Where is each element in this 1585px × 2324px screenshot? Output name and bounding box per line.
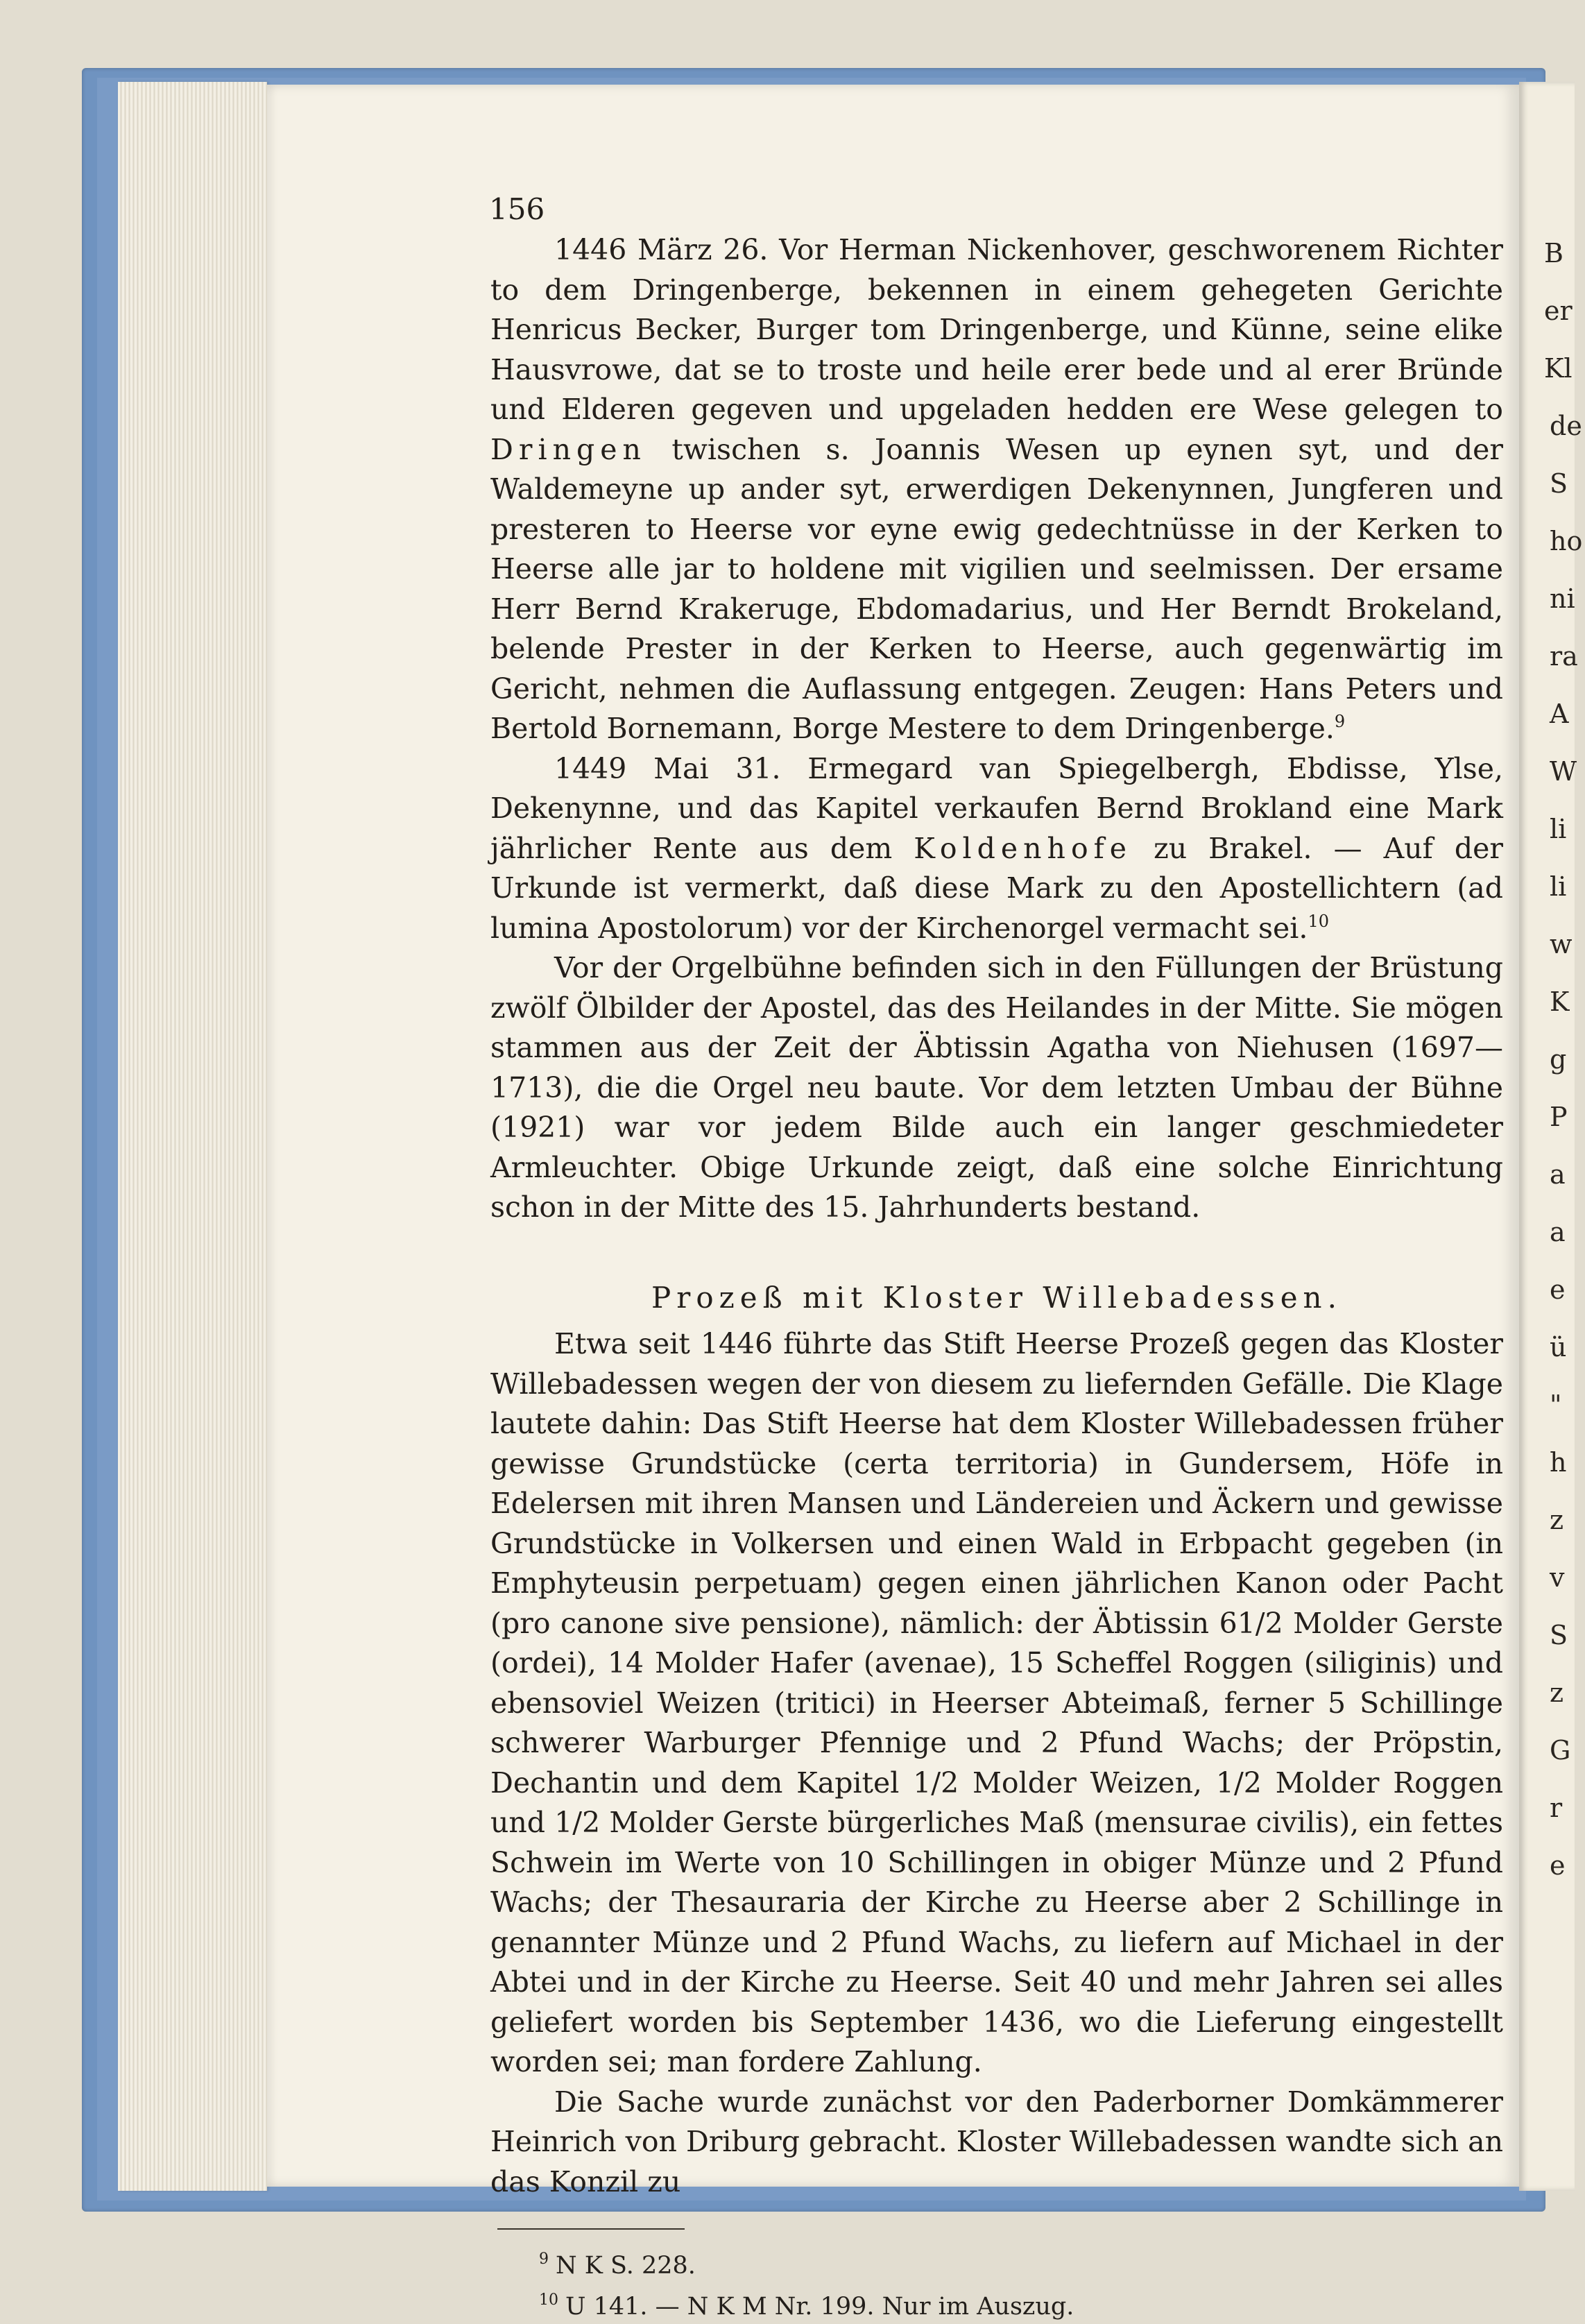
footnote-divider	[497, 2228, 685, 2230]
section-heading: Prozeß mit Kloster Willebadessen.	[651, 1280, 1342, 1315]
fraction: 1/2	[1215, 1766, 1262, 1800]
next-page-fragment: a	[1550, 1159, 1566, 1190]
spaced-place-name: Dringen	[490, 432, 646, 466]
next-page-fragment: er	[1544, 296, 1573, 326]
next-page-edge	[1519, 82, 1583, 2191]
footnote-text: U 141. — N K M Nr. 199. Nur im Auszug.	[565, 2293, 1074, 2321]
spaced-place-name: Koldenhofe	[914, 831, 1133, 865]
next-page-fragment: K	[1550, 986, 1570, 1017]
paragraph-orgel: Vor der Orgelbühne befinden sich in den Füllungen der Brüstung zwölf Ölbilder der Apostel, das des Heilandes in der Mitte. Sie mögen stammen aus der Zeit der Äbtissin Agatha von Niehusen (1697—1713), die die Orgel neu baute. Vor dem letzten Umbau der Bühne (1921) war vor jedem Bilde auch ein langer geschmiedeter Armleuchter. Obige Urkunde zeigt, daß eine solche Einrichtung schon in der Mitte des 15. Jahrhunderts bestand.	[490, 951, 1503, 1224]
next-page-fragment: P	[1550, 1102, 1568, 1132]
next-page-fragment: e	[1550, 1274, 1566, 1305]
next-page-fragment: e	[1550, 1850, 1566, 1881]
page-content	[490, 189, 1503, 2324]
next-page-fragment: h	[1550, 1447, 1567, 1478]
next-page-fragment: S	[1550, 468, 1568, 499]
next-page-fragment: B	[1544, 238, 1563, 268]
next-page-fragment: w	[1550, 929, 1573, 959]
next-page-fragment: ho	[1550, 526, 1583, 556]
next-page-fragment: "	[1550, 1390, 1562, 1420]
paragraph-1446: 1446 März 26. Vor Herman Nickenhover, geschworenem Richter to dem Dringenberge, bekennen in einem gehegeten Gerichte Henricus Becker, Burger tom Dringenberge, und Künne, seine elike Hausvrowe, dat se to troste und heile erer bede und al erer Bründe und Elderen gegeven und upgeladen hedden ere Wese gelegen to Dringen twischen s. Joannis Wesen up eynen syt, und der Waldemeyne up ander syt, erwerdigen Dekenynnen, Jungferen und presteren to Heerse vor eyne ewig gedechtnüsse in der Kerken to Heerse alle jar to holdene mit vigilien und seelmissen. Der ersame Herr Bernd Krakeruge, Ebdomadarius, und Her Berndt Brokeland, belende Prester in der Kerken to Heerse, auch gegenwärtig im Gericht, nehmen die Auflassung entgegen. Zeugen: Hans Peters und Bertold Bornemann, Borge Mestere to dem Dringenberge.$^9$	[490, 233, 1503, 745]
next-page-fragment: ni	[1550, 583, 1575, 614]
next-page-fragment: ü	[1550, 1332, 1567, 1362]
next-page-fragment: de	[1550, 411, 1582, 441]
paragraph-1449: 1449 Mai 31. Ermegard van Spiegelbergh, Ebdisse, Ylse, Dekenynne, und das Kapitel verkaufen Bernd Brokland eine Mark jährlicher Rente aus dem Koldenhofe zu Brakel. — Auf der Urkunde ist vermerkt, daß diese Mark zu den Apostellichtern (ad lumina Apostolorum) vor der Kirchenorgel vermacht sei.$^{10}$	[490, 751, 1503, 945]
next-page-fragment: a	[1550, 1217, 1566, 1247]
next-page-fragment: li	[1550, 871, 1567, 902]
footnote-10	[490, 2283, 1503, 2324]
paragraph-prozess: Etwa seit 1446 führte das Stift Heerse Prozeß gegen das Kloster Willebadessen wegen der von diesem zu liefernden Gefälle. Die Klage lautete dahin: Das Stift Heerse hat dem Kloster Willebadessen früher gewisse Grundstücke (certa territoria) in Gundersem, Höfe in Edelersen mit ihren Mansen und Ländereien und Äckern und gewisse Grundstücke in Volkersen und einen Wald in Erbpacht gegeben (in Emphyteusin perpetuam) gegen einen jährlichen Kanon oder Pacht (pro canone sive pensione), nämlich: der Äbtissin 61/2 Molder Gerste (ordei), 14 Molder Hafer (avenae), 15 Scheffel Roggen (siliginis) und ebensoviel Weizen (tritici) in Heerser Abteimaß, ferner 5 Schillinge schwerer Warburger Pfennige und 2 Pfund Wachs; der Pröpstin, Dechantin und dem Kapitel 1/2 Molder Weizen, 1/2 Molder Roggen und 1/2 Molder Gerste bürgerliches Maß (mensurae civilis), ein fettes Schwein im Werte von 10 Schillingen in obiger Münze und 2 Pfund Wachs; der Thesauraria der Kirche zu Heerse aber 2 Schillinge in genannter Münze und 2 Pfund Wachs, zu liefern auf Michael in der Abtei und in der Kirche zu Heerse. Seit 40 und mehr Jahren sei alles geliefert worden bis September 1436, wo die Lieferung eingestellt worden sei; man fordere Zahlung.	[490, 1327, 1504, 2078]
next-page-fragment: li	[1550, 814, 1567, 844]
next-page-fragment: r	[1550, 1793, 1563, 1823]
next-page-fragment: Kl	[1544, 353, 1573, 384]
footnote-9	[490, 2242, 1503, 2283]
page-edges	[118, 82, 267, 2191]
footnote-mark: 10	[539, 2291, 558, 2309]
footnote-ref-9: 9	[1334, 712, 1346, 731]
next-page-fragment: ra	[1550, 641, 1578, 672]
fraction: 1/2	[1237, 1606, 1283, 1640]
next-page-fragment: G	[1550, 1735, 1571, 1766]
fraction: 1/2	[913, 1766, 959, 1800]
next-page-fragment: g	[1550, 1044, 1567, 1075]
book-page	[267, 85, 1519, 2321]
fraction: 1/2	[554, 1806, 601, 1839]
next-page-fragment: z	[1550, 1505, 1564, 1535]
next-page-fragment: A	[1550, 699, 1569, 729]
footnote-ref-10: 10	[1308, 911, 1329, 931]
next-page-fragment: W	[1550, 756, 1577, 787]
next-page-fragment: z	[1550, 1677, 1564, 1708]
footnote-mark: 9	[539, 2250, 549, 2268]
footnote-text: N K S. 228.	[556, 2252, 696, 2280]
next-page-fragment: v	[1550, 1562, 1565, 1593]
page-number: 156	[489, 192, 545, 226]
next-page-fragment: S	[1550, 1620, 1568, 1650]
paragraph-sache: Die Sache wurde zunächst vor den Paderborner Domkämmerer Heinrich von Driburg gebracht. Kloster Willebadessen wandte sich an das Konzil zu	[490, 2085, 1503, 2198]
